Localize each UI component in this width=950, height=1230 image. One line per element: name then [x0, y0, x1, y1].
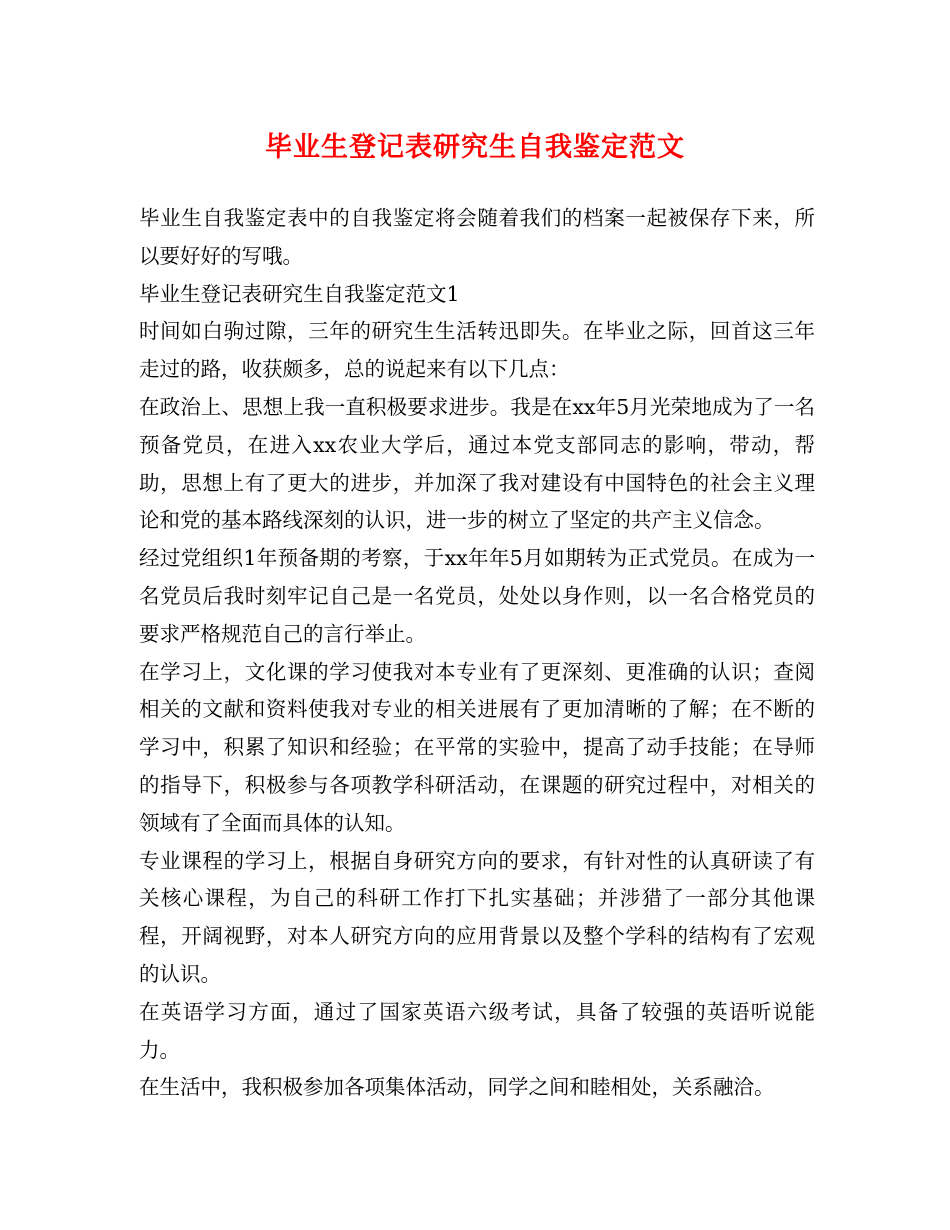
paragraph-sample-heading: 毕业生登记表研究生自我鉴定范文1 — [139, 281, 460, 306]
paragraph-english: 在英语学习方面，通过了国家英语六级考试，具备了较强的英语听说能力。 — [139, 999, 815, 1062]
paragraph-life: 在生活中，我积极参加各项集体活动，同学之间和睦相处，关系融洽。 — [139, 1075, 775, 1100]
document-title: 毕业生登记表研究生自我鉴定范文 — [265, 132, 685, 163]
paragraph-study: 在学习上，文化课的学习使我对本专业有了更深刻、更准确的认识；查阅相关的文献和资料使我对专业的相关进展有了更加清晰的了解；在不断的学习中，积累了知识和经验；在平常的实验中，提高了动手技能；在导师的指导下，积极参与各项教学科研活动，在课题的研究过程中，对相关的领域有了全面而具体的认知。 — [139, 659, 815, 835]
paragraph-opening: 时间如白驹过隙，三年的研究生生活转迅即失。在毕业之际，回首这三年走过的路，收获颇多，总的说起来有以下几点： — [139, 319, 815, 382]
paragraph-courses: 专业课程的学习上，根据自身研究方向的要求，有针对性的认真研读了有关核心课程，为自己的科研工作打下扎实基础；并涉猎了一部分其他课程，开阔视野，对本人研究方向的应用背景以及整个学科的结构有了宏观的认识。 — [139, 848, 815, 986]
document-body — [139, 200, 815, 1107]
paragraph-politics: 在政治上、思想上我一直积极要求进步。我是在xx年5月光荣地成为了一名预备党员，在进入xx农业大学后，通过本党支部同志的影响，带动，帮助，思想上有了更大的进步，并加深了我对建设有中国特色的社会主义理论和党的基本路线深刻的认识，进一步的树立了坚定的共产主义信念。 — [139, 394, 815, 533]
paragraph-intro: 毕业生自我鉴定表中的自我鉴定将会随着我们的档案一起被保存下来，所以要好好的写哦。 — [139, 206, 815, 268]
paragraph-party-membership: 经过党组织1年预备期的考察，于xx年年5月如期转为正式党员。在成为一名党员后我时刻牢记自己是一名党员，处处以身作则，以一名合格党员的要求严格规范自己的言行举止。 — [139, 546, 815, 646]
